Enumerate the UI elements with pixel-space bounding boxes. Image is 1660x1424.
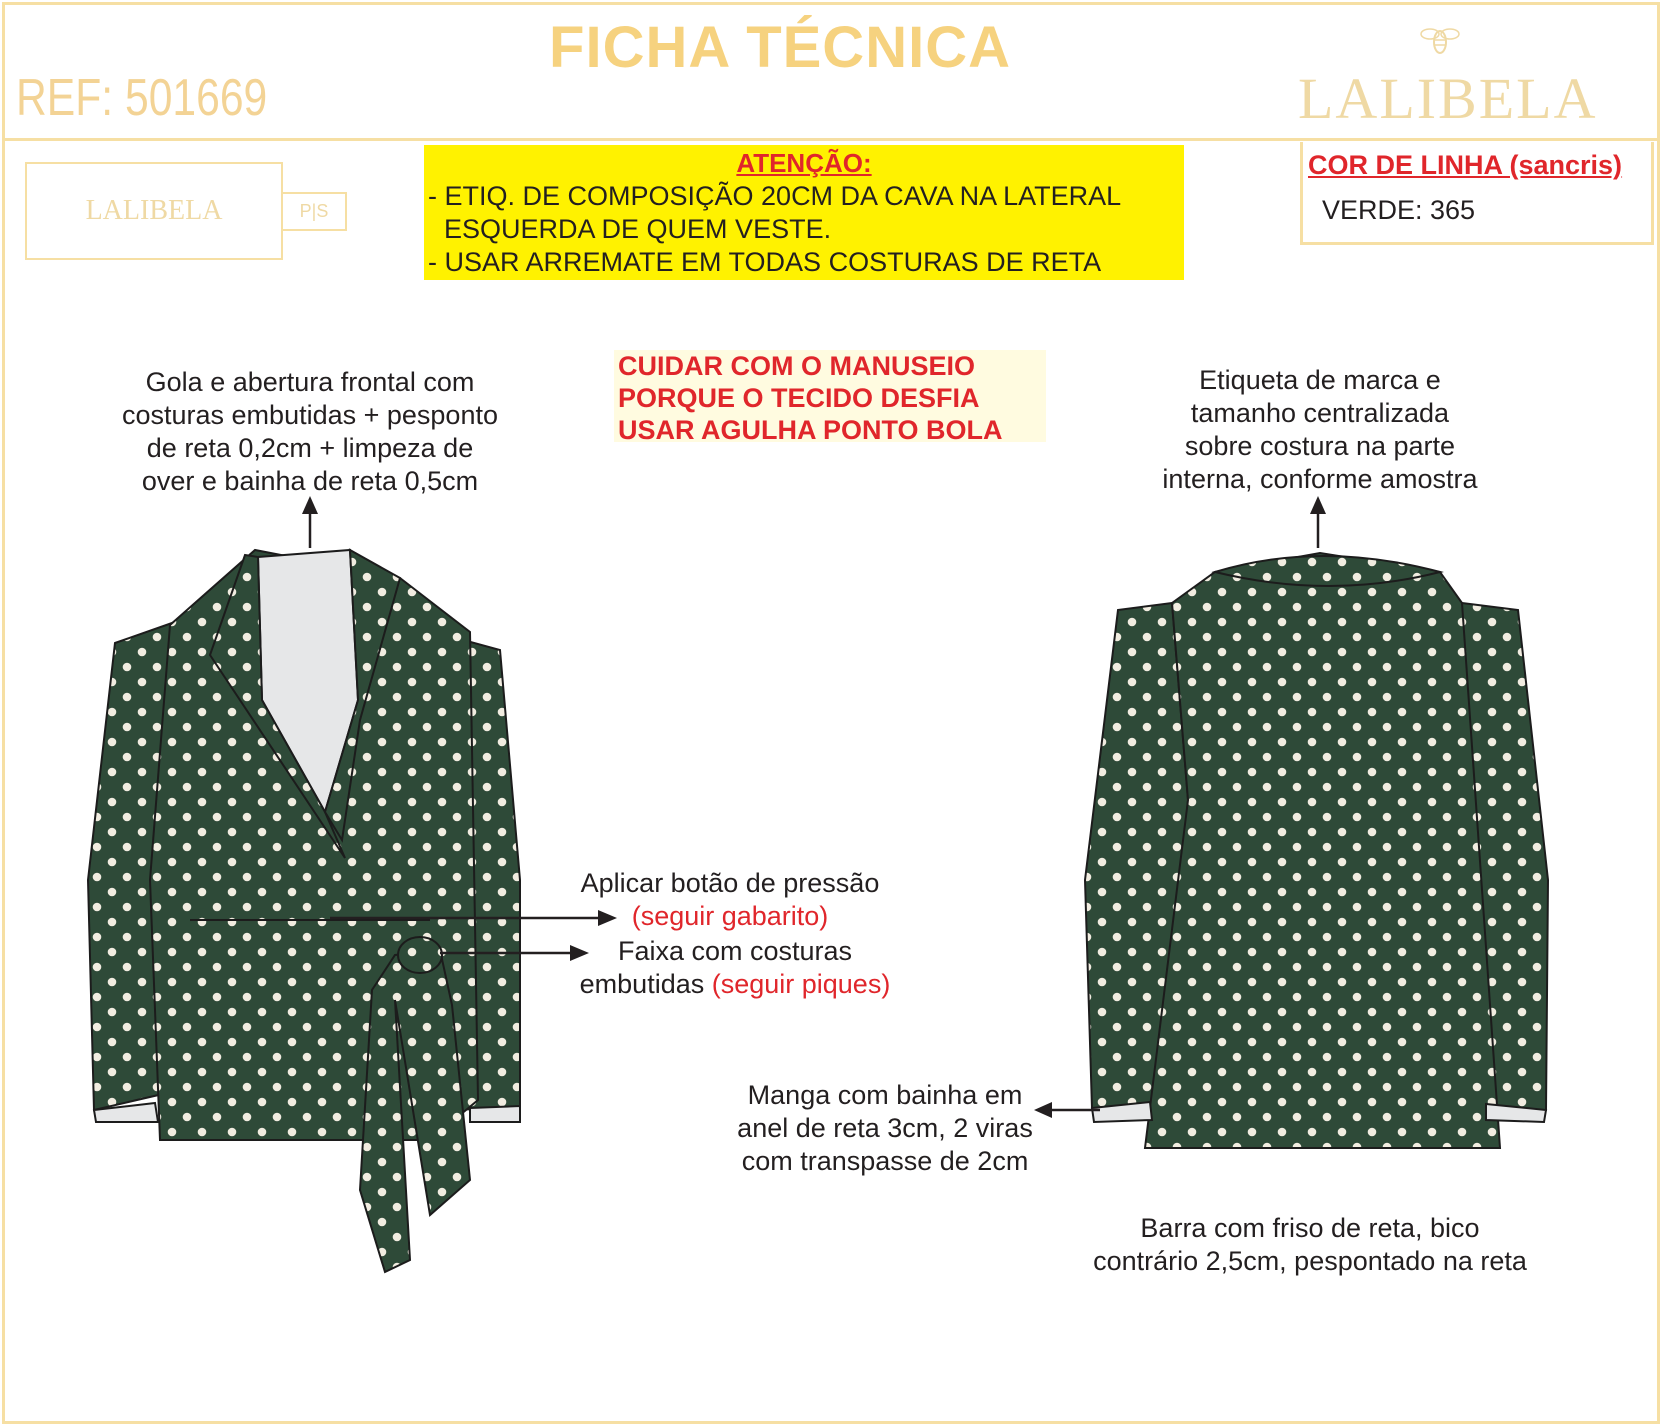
back-body [1145, 553, 1500, 1148]
note-hem-line: Barra com friso de reta, bico [1140, 1213, 1480, 1243]
note-collar-line: de reta 0,2cm + limpeza de [146, 433, 474, 463]
warning-line-1: - ETIQ. DE COMPOSIÇÃO 20CM DA CAVA NA LATERAL [428, 181, 1122, 211]
note-sleeve-line: com transpasse de 2cm [741, 1146, 1029, 1176]
brand-logo: LALIBELA [1298, 66, 1598, 131]
label-size-text: P|S [299, 201, 329, 221]
front-right-cuff [470, 1106, 520, 1122]
note-belt-line: Faixa com costuras [617, 936, 853, 966]
care-line-3: USAR AGULHA PONTO BOLA [618, 415, 1003, 445]
note-label-line: Etiqueta de marca e [1199, 365, 1441, 395]
warning-line-3: - USAR ARREMATE EM TODAS COSTURAS DE RETA [428, 247, 1102, 277]
note-collar-line: Gola e abertura frontal com [145, 367, 475, 397]
note-collar-line: over e bainha de reta 0,5cm [141, 466, 479, 496]
warning-heading: ATENÇÃO: [736, 148, 872, 178]
arrow-sleeve [1034, 1102, 1100, 1118]
note-belt-ref: (seguir piques) [711, 969, 891, 999]
front-jacket-drawing [88, 550, 520, 1272]
page-title: FICHA TÉCNICA [549, 15, 1011, 80]
care-line-2: PORQUE O TECIDO DESFIA [618, 383, 980, 413]
note-sleeve-line: anel de reta 3cm, 2 viras [737, 1113, 1033, 1143]
note-hem-line: contrário 2,5cm, pespontado na reta [1093, 1246, 1527, 1276]
note-label-line: tamanho centralizada [1190, 398, 1450, 428]
back-jacket-drawing [1085, 553, 1548, 1148]
arrow-collar [302, 496, 318, 548]
warning-line-2: ESQUERDA DE QUEM VESTE. [444, 214, 832, 244]
reference-code: REF: 501669 [16, 69, 268, 127]
care-line-1: CUIDAR COM O MANUSEIO [618, 351, 975, 381]
note-button-line: Aplicar botão de pressão [580, 868, 880, 898]
note-button-ref: (seguir gabarito) [631, 901, 829, 931]
note-sleeve-line: Manga com bainha em [747, 1080, 1023, 1110]
thread-color-title: COR DE LINHA (sancris) [1308, 150, 1623, 180]
note-belt-line: embutidas [579, 969, 712, 999]
label-brand-text: LALIBELA [85, 195, 223, 226]
note-collar-line: costuras embutidas + pesponto [122, 400, 498, 430]
arrow-label-back [1310, 496, 1326, 548]
front-belt-knot [398, 937, 442, 973]
note-label-line: sobre costura na parte [1184, 431, 1456, 461]
thread-color-value: VERDE: 365 [1322, 195, 1476, 225]
note-label-line: interna, conforme amostra [1162, 464, 1478, 494]
